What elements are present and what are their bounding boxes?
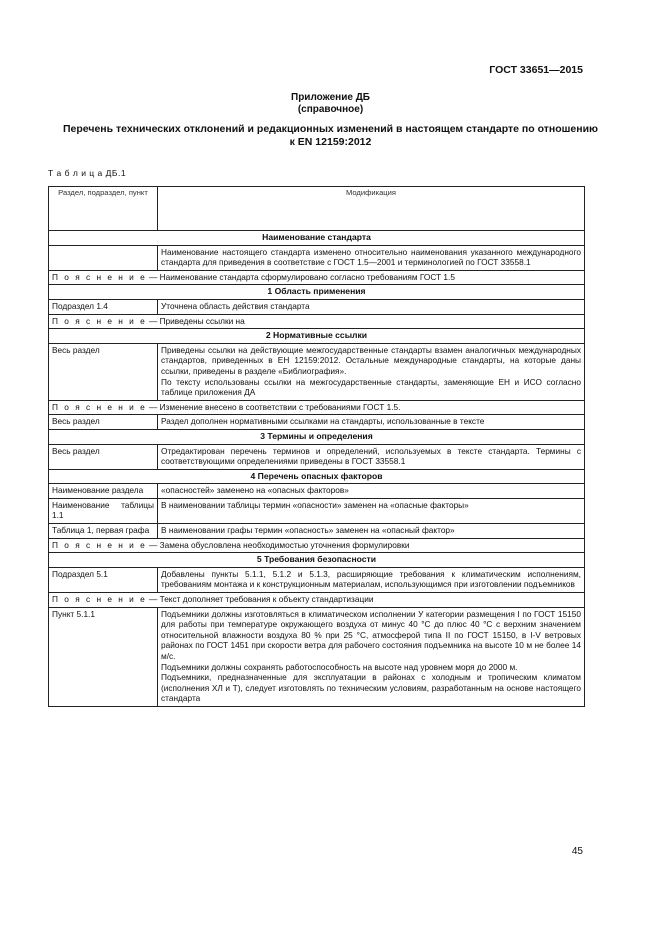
row-section-cell: Наименование раздела [49,484,158,499]
section-title: 3 Термины и определения [49,429,585,444]
table-row [49,444,585,469]
section-row [49,429,585,444]
appendix-heading [0,92,661,116]
page-title: Перечень технических отклонений и редакционных изменений в настоящем стандарте по отношению к EN 12159:2012 [62,123,599,148]
note-cell [49,538,585,553]
row-modification-cell: Раздел дополнен нормативными ссылками на стандарты, использованные в тексте [158,415,585,430]
row-modification-cell: Отредактирован перечень терминов и определений, используемых в тексте стандарта. Термины с соответствующими определениями приведены в ГОСТ 33558.1 [158,444,585,469]
section-row [49,553,585,568]
row-modification-cell: «опасностей» заменено на «опасных факторов» [158,484,585,499]
table-caption: Т а б л и ц а ДБ.1 [48,168,127,178]
row-modification-cell: Уточнена область действия стандарта [158,299,585,314]
note-text: — Изменение внесено в соответствии с требованиями ГОСТ 1.5. [146,401,401,412]
table-row [49,299,585,314]
row-modification-cell [158,343,585,400]
section-row [49,285,585,300]
table-row [49,524,585,539]
modification-paragraph: Подъемники должны сохранять работоспособность на высоте над уровнем моря до 2000 м. [161,661,518,672]
row-modification-cell [158,607,585,706]
row-modification-cell: Добавлены пункты 5.1.1, 5.1.2 и 5.1.3, расширяющие требования к климатическим исполнениям, требованиям монтажа и к конструкционным материалам, использующимся при изготовлении подъемников [158,567,585,592]
note-text: — Текст дополняет требования к объекту стандартизации [146,594,374,605]
table-row [49,607,585,706]
modification-paragraph: Подъемники, предназначенные для эксплуатации в районах с холодным и тропическим климатом (исполнения ХЛ и Т), следует изготовлять по техническим условиям, разработанным на основе настоящего стандарта [161,672,581,704]
section-title: 2 Нормативные ссылки [49,329,585,344]
row-section-cell: Весь раздел [49,415,158,430]
note-row [49,538,585,553]
note-label: П о я с н е н и е [52,539,147,550]
deviations-table [48,186,585,707]
page-number: 45 [571,846,583,857]
table-row [49,484,585,499]
table-row [49,343,585,400]
section-row [49,469,585,484]
row-section-cell: Пункт 5.1.1 [49,607,158,706]
note-label: П о я с н е н и е [52,315,147,326]
row-section-cell: Подраздел 5.1 [49,567,158,592]
table-row [49,415,585,430]
note-cell [49,314,585,329]
row-modification-cell: В наименовании графы термин «опасность» заменен на «опасный фактор» [158,524,585,539]
note-label: П о я с н е н и е [52,271,147,282]
section-title: 4 Перечень опасных факторов [49,469,585,484]
note-label: П о я с н е н и е [52,401,147,412]
row-modification-cell: В наименовании таблицы термин «опасности» заменен на «опасные факторы» [158,498,585,523]
row-section-cell [49,245,158,270]
note-label: П о я с н е н и е [52,594,147,605]
modification-paragraph: Подъемники должны изготовляться в климатическом исполнении У категории размещения I по ГОСТ 15150 для работы при температуре окружающего воздуха от минус 40 °С до плюс 40 °С с верхним значением относительной влажности воздуха 80 % при 25 °С, атмосферой типа II по ГОСТ 15150, в I-V ветровых районах по ГОСТ 1451 при скорости ветра для рабочего состояния подъемника на высоте 10 м не более 14 м/с. [161,608,581,661]
row-section-cell: Весь раздел [49,444,158,469]
table-row [49,245,585,270]
table-header-row [49,187,585,231]
note-cell [49,400,585,415]
appendix-subtitle: (справочное) [297,104,364,115]
column-header-modification: Модификация [158,187,585,231]
note-cell [49,593,585,608]
note-row [49,314,585,329]
document-code: ГОСТ 33651—2015 [489,64,583,76]
note-row [49,400,585,415]
note-row [49,593,585,608]
modification-paragraph: По тексту использованы ссылки на межгосударственные стандарты, заменяющие ЕН и ИСО согласно таблице приложения ДА [161,376,581,398]
note-text: — Замена обусловлена необходимостью уточнения формулировки [146,539,410,550]
note-row [49,270,585,285]
row-section-cell: Весь раздел [49,343,158,400]
modification-paragraph: Приведены ссылки на действующие межгосударственные стандарты взамен аналогичных международных стандартов, приведенных в ЕН 12159:2012. Остальные международные стандарты, на которые даны ссылки, приведены в разделе «Библиография». [161,344,581,376]
section-row [49,231,585,246]
column-header-section: Раздел, подраздел, пункт [49,187,158,231]
note-text: — Наименование стандарта сформулировано согласно требованиям ГОСТ 1.5 [146,271,455,282]
table-row [49,567,585,592]
note-text: — Приведены ссылки на [146,315,245,326]
note-cell [49,270,585,285]
section-title: Наименование стандарта [49,231,585,246]
table-row [49,498,585,523]
row-section-cell: Наименование таблицы 1.1 [49,498,158,523]
row-section-cell: Таблица 1, первая графа [49,524,158,539]
section-title: 1 Область применения [49,285,585,300]
section-row [49,329,585,344]
section-title: 5 Требования безопасности [49,553,585,568]
row-modification-cell: Наименование настоящего стандарта изменено относительно наименования указанного международного стандарта для приведения в соответствие с ГОСТ 1.5—2001 и терминологией по ГОСТ 33558.1 [158,245,585,270]
row-section-cell: Подраздел 1.4 [49,299,158,314]
appendix-title: Приложение ДБ [291,92,370,103]
